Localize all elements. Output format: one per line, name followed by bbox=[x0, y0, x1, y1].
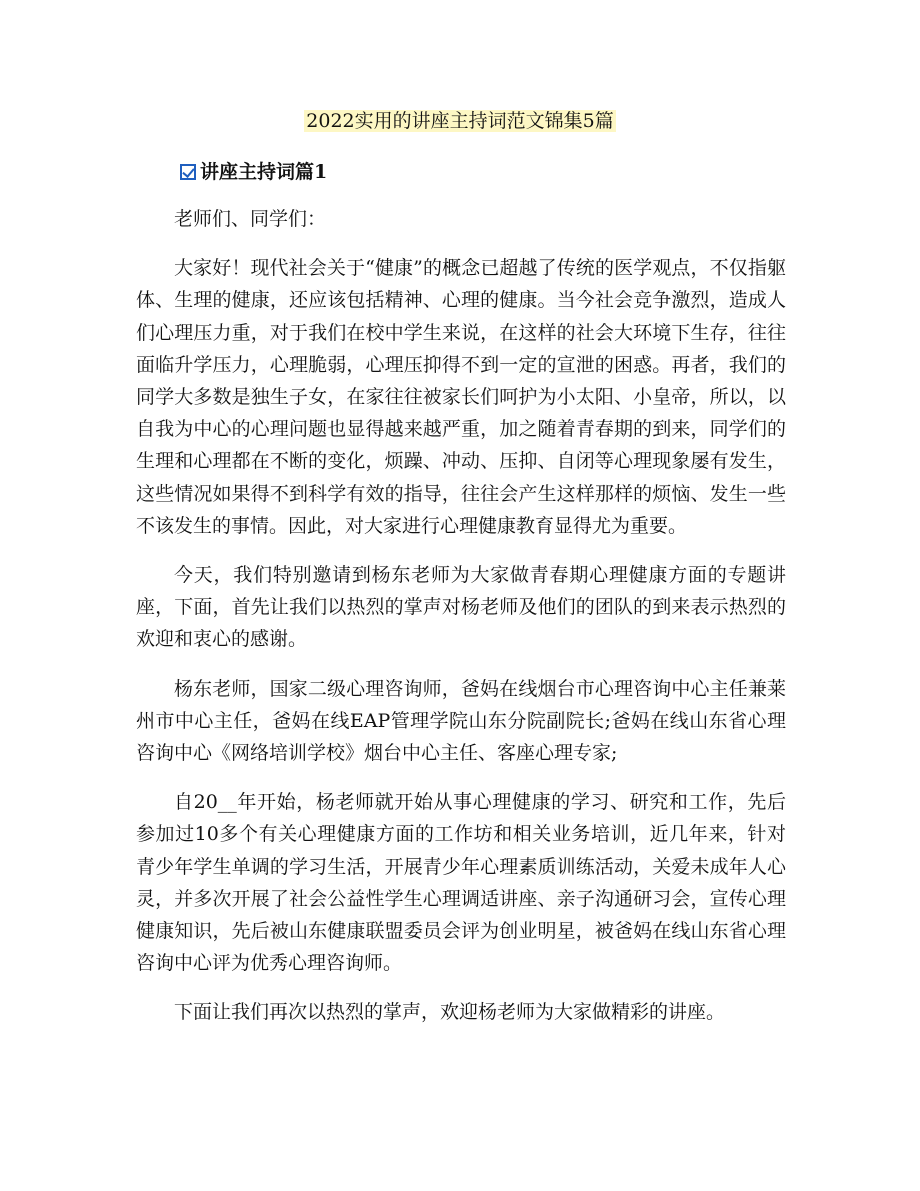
section-heading bbox=[180, 158, 327, 186]
paragraph-closing: 下面让我们再次以热烈的掌声，欢迎杨老师为大家做精彩的讲座。 bbox=[174, 1001, 726, 1024]
paragraph-invitation: 今天，我们特别邀请到杨东老师为大家做青春期心理健康方面的专题讲座，下面，首先让我们以热烈的掌声对杨老师及他们的团队的到来表示热烈的欢迎和衷心的感谢。 bbox=[136, 564, 786, 651]
document-title-text: 2022实用的讲座主持词范文锦集5篇 bbox=[306, 110, 614, 132]
paragraph-speaker-career: 自20__年开始，杨老师就开始从事心理健康的学习、研究和工作，先后参加过10多个有关心理健康方面的工作坊和相关业务培训，近几年来，针对青少年学生单调的学习生活，开展青少年心理素质训练活动，关爱未成年人心灵，并多次开展了社会公益性学生心理调适讲座、亲子沟通研习会，宣传心理健康知识，先后被山东健康联盟委员会评为创业明星，被爸妈在线山东省心理咨询中心评为优秀心理咨询师。 bbox=[136, 791, 786, 975]
paragraph-intro: 大家好！现代社会关于“健康”的概念已超越了传统的医学观点，不仅指躯体、生理的健康，还应该包括精神、心理的健康。当今社会竞争激烈，造成人们心理压力重，对于我们在校中学生来说，在这样的社会大环境下生存，往往面临升学压力，心理脆弱，心理压抑得不到一定的宣泄的困惑。再者，我们的同学大多数是独生子女，在家往往被家长们呵护为小太阳、小皇帝，所以，以自我为中心的心理问题也显得越来越严重，加之随着青春期的到来，同学们的生理和心理都在不断的变化，烦躁、冲动、压抑、自闭等心理现象屡有发生，这些情况如果得不到科学有效的指导，往往会产生这样那样的烦恼、发生一些不该发生的事情。因此，对大家进行心理健康教育显得尤为重要。 bbox=[136, 257, 786, 537]
document-title bbox=[0, 107, 920, 135]
paragraph-speaker-profile: 杨东老师，国家二级心理咨询师，爸妈在线烟台市心理咨询中心主任兼莱州市中心主任，爸妈在线EAP管理学院山东分院副院长;爸妈在线山东省心理咨询中心《网络培训学校》烟台中心主任、客座心理专家; bbox=[136, 677, 786, 765]
paragraph-greeting: 老师们、同学们： bbox=[174, 208, 327, 230]
document-body bbox=[136, 203, 786, 1046]
checkbox-icon bbox=[180, 164, 196, 180]
section-heading-text: 讲座主持词篇1 bbox=[200, 161, 328, 183]
